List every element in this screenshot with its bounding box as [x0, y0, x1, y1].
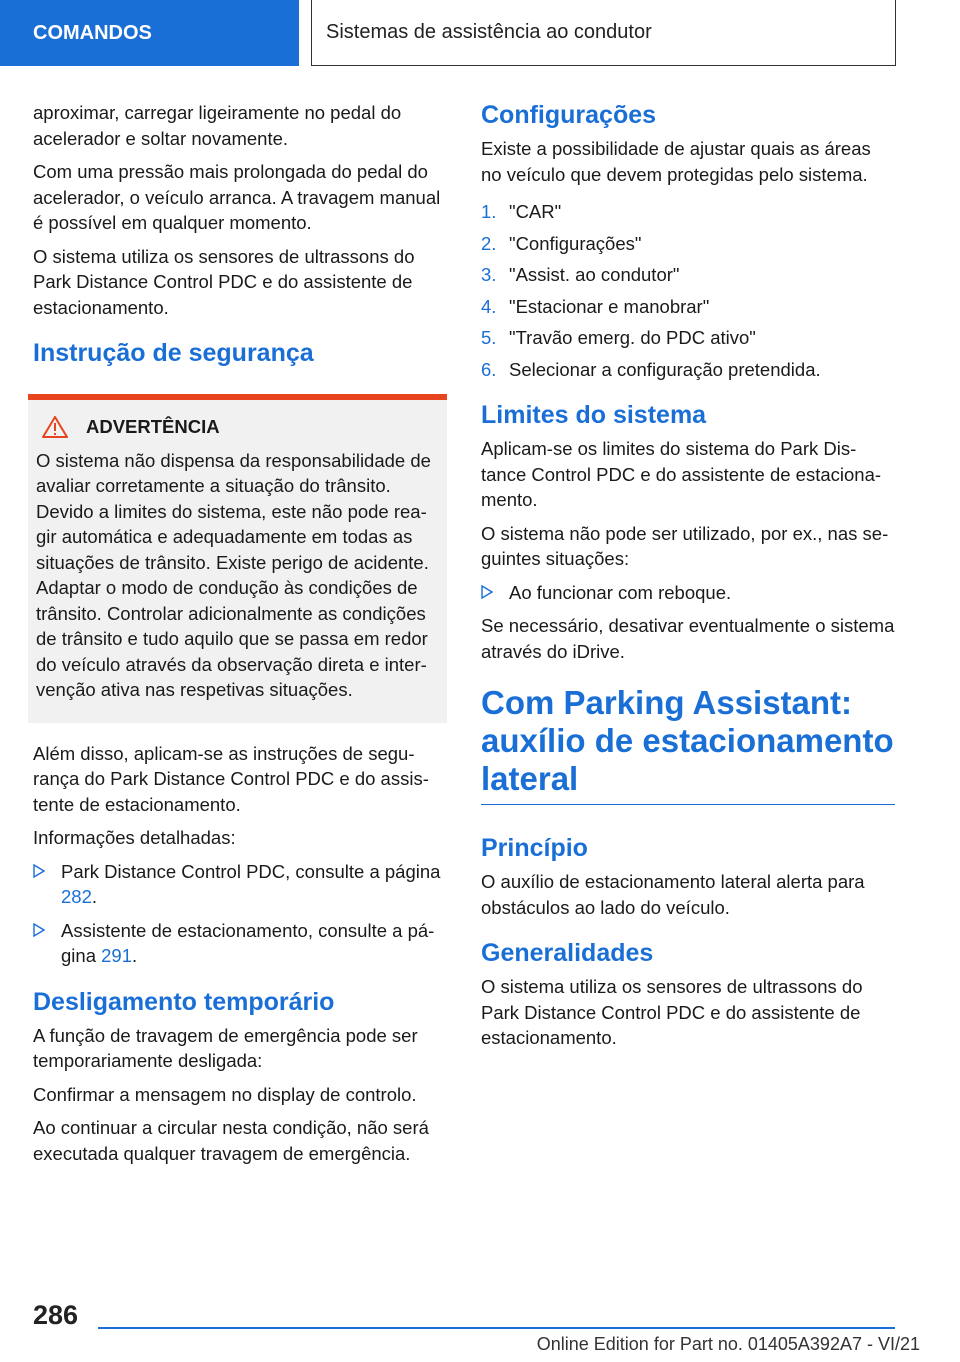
heading-temporary-shutdown: Desligamento temporário [33, 987, 335, 1016]
list-item: 1. "CAR" [481, 201, 562, 222]
paragraph: Confirmar a mensagem no display de controlo. [33, 1083, 417, 1105]
list-item: 6. Selecionar a configuração pretendida. [481, 358, 821, 380]
list-item: Park Distance Control PDC, consulte a página 282. [33, 859, 447, 910]
paragraph: aproximar, carregar ligeiramente no pedal do acelerador e soltar novamente. [33, 102, 402, 149]
steps-list [481, 199, 895, 382]
paragraph: O sistema utiliza os sensores de ultrassons do Park Distance Control PDC e do assistente de estacionamento. [33, 245, 415, 318]
triangle-bullet-icon [481, 585, 493, 599]
paragraph: Além disso, aplicam-se as instruções de segurança do Park Distance Control PDC e do assistente de estacionamento. [33, 742, 429, 815]
left-column [33, 100, 447, 1174]
paragraph: Ao continuar a circular nesta condição, não será executada qualquer travagem de emergência. [33, 1117, 429, 1164]
paragraph: Existe a possibilidade de ajustar quais as áreas no veículo que devem protegidas pelo sistema. [481, 138, 871, 185]
reference-list [33, 859, 447, 969]
list-item: Assistente de estacionamento, consulte a página 291. [33, 918, 447, 969]
limits-list [481, 580, 895, 606]
paragraph: O auxílio de estacionamento lateral alerta para obstáculos ao lado do veículo. [481, 871, 865, 918]
heading-principle: Princípio [481, 834, 588, 862]
footer-divider [98, 1327, 895, 1329]
paragraph: A função de travagem de emergência pode ser temporariamente desligada: [33, 1024, 418, 1071]
paragraph: Com uma pressão mais prolongada do pedal do acelerador, o veículo arranca. A travagem manual é possível em qualquer momento. [33, 161, 441, 233]
edition-note: Online Edition for Part no. 01405A392A7 - VI/21 [536, 1334, 920, 1354]
page-number: 286 [33, 1300, 79, 1330]
list-item: Ao funcionar com reboque. [481, 580, 895, 606]
warning-text: O sistema não dispensa da responsabilidade de avaliar corretamente a situação do trânsito. Devido a limites do sistema, este não pode reagir automática e adequadamente em todas as situações de trânsito. Existe perigo de acidente. Adaptar o modo de condução às condições de trânsito. Controlar adicionalmente as condições de trânsito e tudo aquilo que se passa em redor do veículo através da observação direta e intervenção ativa nas respetivas situações. [36, 449, 431, 700]
paragraph: Se necessário, desativar eventualmente o sistema através do iDrive. [481, 615, 895, 662]
heading-safety: Instrução de segurança [33, 339, 314, 367]
heading-settings: Configurações [481, 101, 657, 129]
heading-system-limits: Limites do sistema [481, 401, 707, 429]
triangle-bullet-icon [33, 923, 45, 937]
list-item: 4. "Estacionar e manobrar" [481, 295, 710, 317]
warning-triangle-icon [42, 416, 68, 438]
page-header [0, 0, 960, 66]
warning-box [28, 394, 447, 723]
paragraph: O sistema utiliza os sensores de ultrassons do Park Distance Control PDC e do assistente de estacionamento. [481, 976, 863, 1048]
page-link[interactable]: 282 [61, 886, 92, 907]
right-column [481, 100, 895, 1059]
list-item: 3. "Assist. ao condutor" [481, 264, 680, 285]
paragraph: O sistema não pode ser utilizado, por ex., nas seguintes situações: [481, 522, 889, 569]
warning-title: ADVERTÊNCIA [86, 416, 220, 437]
section-title: Sistemas de assistência ao condutor [311, 0, 896, 66]
list-item: 2. "Configurações" [481, 232, 642, 254]
triangle-bullet-icon [33, 864, 45, 878]
page-link[interactable]: 291 [101, 945, 132, 966]
warning-header [36, 414, 439, 440]
paragraph: Informações detalhadas: [33, 827, 236, 848]
heading-general: Generalidades [481, 939, 654, 967]
list-item: 5. "Travão emerg. do PDC ativo" [481, 327, 756, 348]
chapter-tab: COMANDOS [0, 0, 299, 66]
heading-parking-assistant: Com Parking Assistant: auxílio de estacionamento lateral [481, 684, 895, 805]
paragraph: Aplicam-se os limites do sistema do Park Distance Control PDC e do assistente de estacionamento. [481, 438, 882, 510]
